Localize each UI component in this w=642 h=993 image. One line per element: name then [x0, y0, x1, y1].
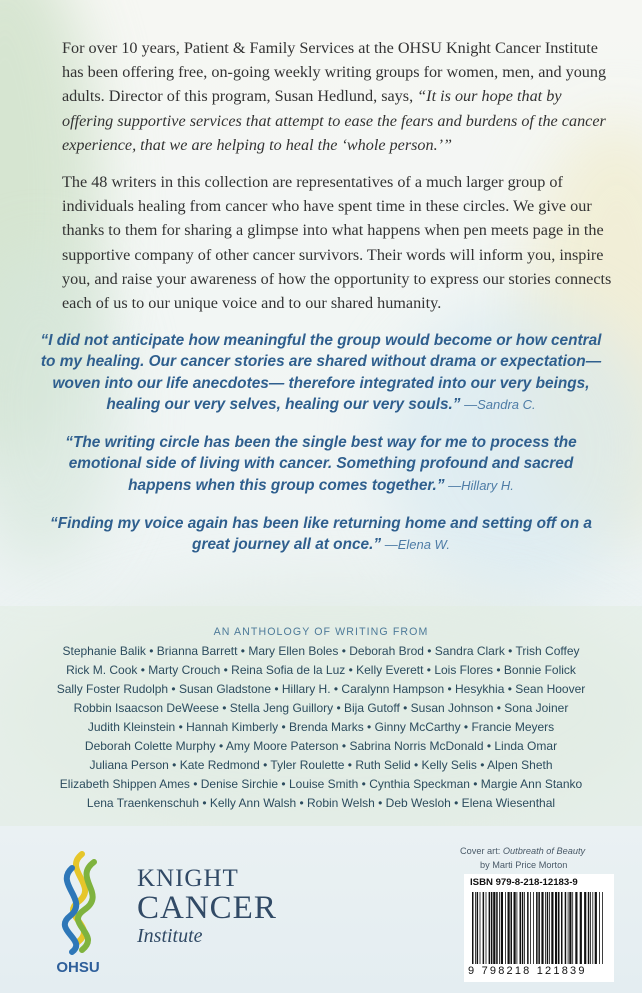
- intro-paragraph-1-text: For over 10 years, Patient & Family Services at the OHSU Knight Cancer Institute has been offering free, on-going weekly writing groups for women, men, and young adults. Director of this program, Susan Hedlund, says,: [62, 39, 607, 106]
- ohsu-wordmark: OHSU: [56, 959, 100, 976]
- barcode-bar: [572, 892, 573, 964]
- barcode-bar: [524, 892, 525, 964]
- barcode: [464, 874, 614, 982]
- barcode-bar: [568, 892, 569, 964]
- contributor-line: Deborah Colette Murphy • Amy Moore Paterson • Sabrina Norris McDonald • Linda Omar: [84, 739, 558, 753]
- contributor-line: Lena Traenkenschuh • Kelly Ann Walsh • Robin Welsh • Deb Wesloh • Elena Wiesenthal: [86, 796, 556, 810]
- institute-wordmark: [137, 866, 277, 947]
- barcode-bar: [580, 892, 582, 964]
- contributor-line: Stephanie Balik • Brianna Barrett • Mary Ellen Boles • Deborah Brod • Sandra Clark • Trish Coffey: [62, 644, 580, 658]
- barcode-bar: [520, 892, 522, 964]
- barcode-bar: [592, 892, 593, 964]
- testimonial-text: “I did not anticipate how meaningful the group would become or how central to my healing. Our cancer stories are shared without drama or expectation—woven into our life anecdotes— therefore integrated into our very beings, healing our very selves, healing our very souls.”: [40, 332, 602, 413]
- wordmark-cancer: CANCER: [137, 890, 277, 926]
- barcode-bar: [561, 892, 563, 964]
- testimonial-text: “The writing circle has been the single best way for me to process the emotional side of living with cancer. Something profound and sacred happens when this group comes together.”: [65, 434, 577, 494]
- barcode-bar: [575, 892, 577, 964]
- barcode-bar: [555, 892, 557, 964]
- barcode-bar: [533, 892, 534, 964]
- barcode-bar: [590, 892, 591, 964]
- contributor-line: Sally Foster Rudolph • Susan Gladstone • Hillary H. • Caralynn Hampson • Hesykhia • Sean Hoover: [56, 682, 586, 696]
- footer-band: [0, 826, 642, 993]
- barcode-bar: [588, 892, 590, 964]
- barcode-bar: [541, 892, 543, 964]
- barcode-bar: [599, 892, 600, 964]
- intro-paragraph-2: The 48 writers in this collection are representatives of a much larger group of individuals healing from cancer who have spent time in these circles. We give our thanks to them for sharing a glimpse into what happens when pen meets page in the supportive company of other cancer survivors. Their words will inform you, inspire you, and raise your awareness of how the opportunity to express our stories connects each of us to our unique voice and to our shared humanity.: [62, 173, 612, 313]
- barcode-bar: [547, 892, 549, 964]
- barcode-bar: [472, 892, 474, 964]
- barcode-bar: [602, 892, 603, 964]
- intro-paragraph-1: [62, 36, 614, 157]
- barcode-bars: [470, 892, 608, 964]
- barcode-bar: [477, 892, 479, 964]
- contributor-line: Robbin Isaacson DeWeese • Stella Jeng Guillory • Bija Gutoff • Susan Johnson • Sona Joiner: [73, 701, 569, 715]
- contributor-line: Judith Kleinstein • Hannah Kimberly • Brenda Marks • Ginny McCarthy • Francie Meyers: [87, 720, 555, 734]
- wordmark-knight: KNIGHT: [137, 865, 239, 892]
- barcode-bar: [536, 892, 538, 964]
- cover-art-title: Outbreath of Beauty: [502, 846, 586, 856]
- contributor-line: Rick M. Cook • Marty Crouch • Reina Sofia de la Luz • Kelly Everett • Lois Flores • Bonnie Folick: [66, 663, 576, 677]
- barcode-bar: [493, 892, 495, 964]
- barcode-bar: [475, 892, 476, 964]
- intro-text: [62, 36, 614, 328]
- barcode-bar: [501, 892, 503, 964]
- testimonial-author: —Elena W.: [381, 537, 450, 553]
- barcode-bar: [511, 892, 513, 964]
- contributor-line: Elizabeth Shippen Ames • Denise Sirchie • Louise Smith • Cynthia Speckman • Margie Ann Stanko: [59, 777, 583, 791]
- barcode-bar: [499, 892, 500, 964]
- cover-art-line: [460, 844, 585, 858]
- testimonial-text: “Finding my voice again has been like returning home and setting off on a great journey all at once.”: [50, 515, 592, 554]
- testimonial-1: [40, 330, 602, 415]
- testimonial-author: —Hillary H.: [444, 477, 514, 493]
- barcode-bar: [508, 892, 510, 964]
- contributor-line: Juliana Person • Kate Redmond • Tyler Roulette • Ruth Selid • Kelly Selis • Alpen Sheth: [89, 758, 553, 772]
- barcode-bar: [480, 892, 481, 964]
- barcode-bar: [505, 892, 506, 964]
- anthology-title: AN ANTHOLOGY OF WRITING FROM: [213, 626, 429, 638]
- barcode-bar: [489, 892, 491, 964]
- contributor-list: [20, 642, 622, 813]
- barcode-bar: [538, 892, 540, 964]
- barcode-bar: [565, 892, 567, 964]
- barcode-bar: [483, 892, 485, 964]
- barcode-bar: [545, 892, 546, 964]
- testimonial-author: —Sandra C.: [460, 396, 536, 412]
- barcode-bar: [530, 892, 531, 964]
- isbn-label: ISBN 979-8-218-12183-9: [470, 877, 578, 888]
- barcode-digits: 9 798218 121839: [468, 965, 587, 977]
- barcode-bar: [486, 892, 487, 964]
- barcode-bar: [595, 892, 597, 964]
- helix-icon: [42, 850, 114, 976]
- barcode-bar: [514, 892, 516, 964]
- testimonial-3: [40, 513, 602, 556]
- barcode-bar: [527, 892, 529, 964]
- barcode-bar: [517, 892, 518, 964]
- wordmark-institute: Institute: [137, 925, 203, 947]
- anthology-section: [0, 606, 642, 826]
- barcode-bar: [491, 892, 493, 964]
- cover-art-credit: [460, 844, 585, 872]
- barcode-bar: [496, 892, 498, 964]
- barcode-bar: [584, 892, 586, 964]
- barcode-bar: [549, 892, 550, 964]
- barcode-bar: [558, 892, 560, 964]
- cover-art-label: Cover art:: [460, 846, 503, 856]
- barcode-bar: [551, 892, 553, 964]
- testimonials: [40, 330, 602, 573]
- cover-art-artist: by Marti Price Morton: [480, 860, 568, 870]
- barcode-bar: [569, 892, 571, 964]
- director-quote: “It is our hope that by offering supportive services that attempt to ease the fears and burdens of the cancer experience, that we are helping to heal the ‘whole person.’”: [62, 87, 606, 154]
- barcode-bar: [522, 892, 524, 964]
- testimonial-2: [40, 432, 602, 496]
